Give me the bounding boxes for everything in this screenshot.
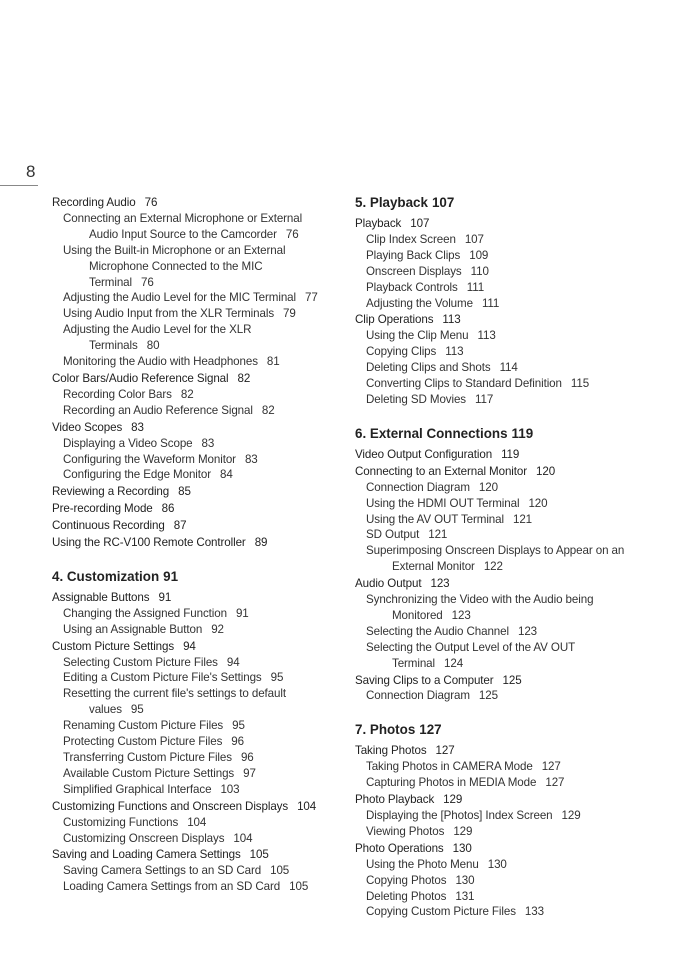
toc-subsection-entry[interactable] (355, 344, 630, 360)
toc-section-entry[interactable] (355, 576, 630, 592)
toc-subsection-entry[interactable] (355, 376, 630, 392)
toc-entry-page: 119 (501, 447, 520, 461)
toc-subsection-entry[interactable] (355, 480, 630, 496)
toc-subsection-entry[interactable] (52, 354, 320, 370)
toc-entry-title: Adjusting the Audio Level for the XLR Terminals (63, 323, 252, 353)
toc-subsection-entry[interactable] (355, 232, 630, 248)
toc-entry-title: Superimposing Onscreen Displays to Appear on an External Monitor (366, 544, 625, 574)
toc-entry-title: Playback (355, 217, 402, 230)
toc-subsection-entry[interactable] (52, 750, 320, 766)
toc-entry-page: 82 (261, 403, 275, 417)
toc-entry-title: Using the Clip Menu (366, 329, 469, 343)
toc-subsection-entry[interactable] (52, 879, 320, 895)
toc-subsection-entry[interactable] (355, 296, 630, 312)
toc-entry-title: Changing the Assigned Function (63, 606, 227, 620)
toc-entry-page: 131 (455, 889, 475, 903)
toc-subsection-entry[interactable] (52, 782, 320, 798)
toc-entry-page: 115 (570, 377, 590, 391)
toc-section-entry[interactable] (52, 535, 320, 551)
toc-subsection-entry[interactable] (355, 496, 630, 512)
toc-entry-title: Recording Color Bars (63, 387, 172, 401)
toc-entry-title: SD Output (366, 528, 420, 542)
toc-subsection-entry[interactable] (355, 759, 630, 775)
toc-subsection-entry[interactable] (52, 387, 320, 403)
toc-entry-title: Using an Assignable Button (63, 622, 203, 636)
toc-entry-page: 104 (187, 815, 207, 829)
toc-entry-title: Adjusting the Volume (366, 296, 473, 310)
toc-entry-title: Customizing Functions and Onscreen Displays (52, 799, 289, 813)
toc-entry-title: 5. Playback (355, 195, 428, 210)
toc-entry-page: 111 (481, 296, 500, 310)
toc-subsection-entry[interactable] (52, 622, 320, 638)
toc-section-entry[interactable] (52, 799, 320, 815)
toc-entry-title: Video Output Configuration (355, 447, 493, 461)
toc-entry-page: 107 (464, 232, 484, 246)
toc-entry-title: Copying Photos (366, 873, 447, 887)
toc-section-entry[interactable] (52, 501, 320, 517)
toc-entry-page: 83 (201, 436, 215, 450)
toc-entry-page: 94 (183, 639, 196, 653)
toc-entry-title: Video Scopes (52, 420, 123, 434)
toc-subsection-entry[interactable] (355, 527, 630, 543)
toc-entry-title: Continuous Recording (52, 519, 165, 533)
toc-entry-page: 103 (220, 782, 240, 796)
toc-entry-title: Saving Clips to a Computer (355, 673, 494, 687)
toc-section-entry[interactable] (355, 673, 630, 689)
toc-entry-page: 124 (444, 656, 464, 670)
toc-entry-page: 76 (285, 227, 299, 241)
toc-subsection-entry[interactable] (52, 686, 320, 718)
toc-entry-page: 104 (297, 799, 317, 813)
toc-entry-title: Selecting Custom Picture Files (63, 655, 218, 669)
toc-entry-page: 77 (305, 291, 318, 305)
toc-entry-page: 91 (158, 590, 172, 604)
toc-entry-page: 127 (541, 760, 561, 774)
toc-entry-page: 127 (435, 744, 455, 758)
toc-entry-title: Resetting the current file's settings to default values (63, 687, 286, 717)
toc-entry-title: Protecting Custom Picture Files (63, 735, 223, 749)
toc-entry-page: 81 (266, 355, 280, 369)
toc-subsection-entry[interactable] (52, 831, 320, 847)
toc-entry-page: 113 (477, 329, 496, 343)
toc-entry-title: Editing a Custom Picture File's Settings (63, 671, 262, 685)
toc-entry-page: 120 (536, 464, 556, 478)
toc-entry-title: Deleting Photos (366, 889, 447, 903)
toc-entry-page: 125 (502, 673, 522, 687)
toc-chapter-heading[interactable] (355, 194, 630, 212)
toc-entry-page: 120 (528, 496, 548, 510)
toc-entry-title: Monitoring the Audio with Headphones (63, 355, 258, 369)
toc-entry-title: Using Audio Input from the XLR Terminals (63, 307, 275, 321)
toc-entry-title: Capturing Photos in MEDIA Mode (366, 776, 537, 790)
toc-section-entry[interactable] (355, 312, 630, 328)
toc-entry-title: Displaying the [Photos] Index Screen (366, 809, 553, 822)
toc-entry-title: Using the AV OUT Terminal (366, 512, 504, 526)
toc-entry-page: 79 (283, 307, 296, 321)
toc-left-column (52, 194, 320, 895)
toc-entry-page: 91 (163, 568, 179, 584)
toc-section-entry[interactable] (52, 639, 320, 655)
toc-entry-page: 82 (180, 387, 194, 401)
toc-entry-page: 105 (270, 864, 290, 878)
toc-chapter-heading[interactable] (355, 721, 630, 739)
toc-entry-page: 95 (232, 719, 245, 733)
toc-entry-page: 123 (451, 608, 471, 622)
toc-section-entry[interactable] (355, 464, 630, 480)
toc-entry-title: Configuring the Waveform Monitor (63, 452, 236, 466)
toc-entry-page: 123 (430, 577, 450, 591)
toc-section-entry[interactable] (52, 847, 320, 863)
toc-entry-title: Selecting the Output Level of the AV OUT Terminal (366, 640, 575, 670)
toc-entry-page: 92 (211, 622, 224, 636)
toc-entry-title: Customizing Onscreen Displays (63, 831, 225, 845)
toc-subsection-entry[interactable] (355, 392, 630, 408)
toc-entry-page: 91 (235, 606, 249, 620)
toc-subsection-entry[interactable] (355, 264, 630, 280)
toc-subsection-entry[interactable] (52, 606, 320, 622)
toc-entry-title: Pre-recording Mode (52, 502, 153, 516)
toc-entry-page: 96 (240, 751, 254, 764)
toc-entry-page: 127 (545, 776, 565, 790)
toc-entry-page: 129 (453, 824, 473, 838)
toc-entry-title: Connecting to an External Monitor (355, 464, 527, 478)
toc-entry-page: 114 (499, 361, 518, 375)
toc-section-entry[interactable] (52, 420, 320, 436)
toc-entry-title: Assignable Buttons (52, 590, 150, 604)
toc-subsection-entry[interactable] (355, 640, 630, 672)
toc-entry-title: Deleting Clips and Shots (366, 361, 491, 375)
toc-entry-title: Viewing Photos (366, 824, 445, 838)
toc-subsection-entry[interactable] (355, 280, 630, 296)
toc-subsection-entry[interactable] (355, 360, 630, 376)
toc-entry-page: 85 (178, 485, 191, 499)
toc-entry-title: Saving Camera Settings to an SD Card (63, 864, 262, 878)
toc-subsection-entry[interactable] (355, 873, 630, 889)
toc-entry-page: 105 (289, 880, 309, 894)
toc-entry-title: Using the Photo Menu (366, 857, 479, 871)
toc-entry-page: 110 (470, 264, 489, 278)
toc-entry-page: 121 (428, 528, 448, 542)
toc-entry-title: Selecting the Audio Channel (366, 624, 509, 638)
toc-subsection-entry[interactable] (52, 322, 320, 354)
toc-entry-title: Audio Output (355, 577, 422, 591)
toc-entry-title: Simplified Graphical Interface (63, 782, 212, 796)
toc-subsection-entry[interactable] (355, 775, 630, 791)
toc-entry-page: 130 (452, 841, 472, 855)
toc-entry-title: Using the HDMI OUT Terminal (366, 496, 520, 510)
toc-entry-title: Recording an Audio Reference Signal (63, 403, 253, 417)
toc-subsection-entry[interactable] (52, 718, 320, 734)
toc-entry-page: 130 (455, 873, 475, 887)
toc-subsection-entry[interactable] (52, 436, 320, 452)
toc-section-entry[interactable] (355, 792, 630, 808)
page-number-rule (0, 185, 38, 186)
toc-subsection-entry[interactable] (355, 857, 630, 873)
toc-entry-title: 6. External Connections (355, 425, 508, 441)
toc-subsection-entry[interactable] (52, 815, 320, 831)
toc-entry-title: Using the Built-in Microphone or an External Microphone Connected to the MIC Terminal (63, 243, 286, 289)
toc-entry-page: 82 (237, 371, 251, 385)
toc-entry-title: Connection Diagram (366, 689, 470, 703)
toc-right-column (355, 194, 630, 920)
toc-entry-title: Connection Diagram (366, 480, 470, 494)
toc-entry-page: 97 (243, 766, 256, 780)
toc-entry-title: Playing Back Clips (366, 248, 461, 262)
toc-subsection-entry[interactable] (52, 863, 320, 879)
toc-entry-page: 133 (524, 905, 544, 919)
toc-entry-title: Transferring Custom Picture Files (63, 751, 232, 764)
toc-entry-title: Custom Picture Settings (52, 639, 175, 653)
toc-entry-page: 84 (220, 468, 233, 482)
toc-subsection-entry[interactable] (52, 211, 320, 243)
toc-entry-page: 76 (144, 196, 158, 209)
toc-entry-page: 113 (445, 345, 464, 359)
toc-entry-title: Clip Operations (355, 313, 434, 327)
toc-entry-page: 109 (469, 248, 489, 262)
toc-entry-page: 86 (161, 502, 175, 516)
toc-entry-page: 122 (483, 560, 503, 574)
toc-subsection-entry[interactable] (52, 290, 320, 306)
toc-entry-title: Taking Photos in CAMERA Mode (366, 760, 533, 774)
toc-entry-title: Playback Controls (366, 280, 458, 294)
toc-entry-page: 80 (146, 339, 160, 353)
toc-entry-title: Deleting SD Movies (366, 392, 467, 406)
toc-entry-page: 83 (131, 420, 144, 434)
toc-section-entry[interactable] (52, 195, 320, 211)
toc-subsection-entry[interactable] (355, 904, 630, 920)
toc-subsection-entry[interactable] (355, 808, 630, 824)
toc-subsection-entry[interactable] (52, 403, 320, 419)
toc-entry-page: 130 (487, 857, 507, 871)
toc-section-entry[interactable] (355, 216, 630, 232)
toc-section-entry[interactable] (52, 590, 320, 606)
toc-subsection-entry[interactable] (355, 824, 630, 840)
toc-subsection-entry[interactable] (355, 592, 630, 624)
toc-entry-page: 107 (410, 217, 430, 230)
toc-section-entry[interactable] (355, 447, 630, 463)
toc-subsection-entry[interactable] (52, 655, 320, 671)
toc-entry-page: 120 (478, 480, 498, 494)
toc-section-entry[interactable] (52, 484, 320, 500)
toc-entry-title: Recording Audio (52, 196, 136, 209)
toc-entry-page: 129 (443, 793, 463, 807)
toc-entry-title: Photo Operations (355, 841, 444, 855)
toc-entry-title: Reviewing a Recording (52, 485, 170, 499)
toc-entry-page: 89 (254, 536, 268, 550)
toc-entry-page: 119 (511, 425, 534, 441)
toc-subsection-entry[interactable] (355, 512, 630, 528)
toc-entry-title: Synchronizing the Video with the Audio being Monitored (366, 593, 594, 622)
toc-entry-page: 117 (475, 392, 494, 406)
toc-entry-page: 121 (512, 512, 533, 526)
toc-entry-title: Onscreen Displays (366, 264, 462, 278)
toc-entry-title: Clip Index Screen (366, 232, 456, 246)
toc-entry-page: 83 (244, 452, 258, 466)
toc-entry-title: Converting Clips to Standard Definition (366, 377, 562, 391)
toc-section-entry[interactable] (355, 743, 630, 759)
toc-entry-title: Photo Playback (355, 793, 435, 807)
toc-chapter-heading[interactable] (52, 568, 320, 586)
toc-entry-title: Using the RC-V100 Remote Controller (52, 536, 246, 550)
toc-entry-title: Loading Camera Settings from an SD Card (63, 880, 281, 894)
toc-entry-page: 76 (141, 275, 154, 289)
toc-subsection-entry[interactable] (355, 543, 630, 575)
toc-subsection-entry[interactable] (355, 688, 630, 704)
toc-entry-page: 129 (561, 809, 581, 822)
toc-entry-title: Customizing Functions (63, 815, 179, 829)
toc-entry-title: Available Custom Picture Settings (63, 766, 235, 780)
toc-entry-page: 113 (442, 313, 461, 327)
toc-entry-page: 87 (173, 519, 187, 533)
toc-entry-page: 107 (431, 195, 455, 210)
toc-section-entry[interactable] (355, 841, 630, 857)
toc-entry-page: 105 (249, 848, 269, 862)
toc-subsection-entry[interactable] (355, 328, 630, 344)
toc-entry-title: Copying Custom Picture Files (366, 905, 516, 919)
toc-entry-title: Copying Clips (366, 345, 437, 359)
toc-entry-page: 94 (226, 655, 240, 669)
toc-subsection-entry[interactable] (52, 670, 320, 686)
toc-entry-page: 125 (478, 689, 498, 703)
toc-entry-page: 95 (270, 671, 284, 685)
toc-entry-title: Taking Photos (355, 744, 427, 758)
toc-entry-title: 7. Photos (355, 722, 416, 738)
toc-subsection-entry[interactable] (52, 467, 320, 483)
toc-subsection-entry[interactable] (355, 248, 630, 264)
toc-section-entry[interactable] (52, 371, 320, 387)
toc-entry-page: 104 (233, 831, 253, 845)
toc-subsection-entry[interactable] (52, 452, 320, 468)
toc-entry-page: 95 (130, 703, 144, 717)
toc-entry-page: 111 (466, 280, 485, 294)
toc-entry-title: Saving and Loading Camera Settings (52, 848, 241, 862)
page-number: 8 (26, 162, 36, 181)
toc-subsection-entry[interactable] (52, 306, 320, 322)
toc-entry-page: 96 (231, 735, 244, 749)
toc-entry-title: Color Bars/Audio Reference Signal (52, 371, 229, 385)
toc-entry-title: Renaming Custom Picture Files (63, 719, 224, 733)
toc-section-entry[interactable] (52, 518, 320, 534)
toc-chapter-heading[interactable] (355, 425, 630, 443)
toc-entry-page: 127 (419, 722, 442, 738)
toc-entry-title: Connecting an External Microphone or External Audio Input Source to the Camcorder (63, 211, 303, 241)
toc-subsection-entry[interactable] (355, 889, 630, 905)
toc-subsection-entry[interactable] (52, 734, 320, 750)
toc-subsection-entry[interactable] (52, 243, 320, 291)
toc-entry-title: 4. Customization (52, 568, 160, 584)
toc-entry-title: Displaying a Video Scope (63, 436, 193, 450)
toc-entry-title: Adjusting the Audio Level for the MIC Terminal (63, 291, 296, 305)
toc-subsection-entry[interactable] (355, 624, 630, 640)
toc-entry-page: 123 (517, 624, 538, 638)
toc-entry-title: Configuring the Edge Monitor (63, 468, 212, 482)
toc-subsection-entry[interactable] (52, 766, 320, 782)
